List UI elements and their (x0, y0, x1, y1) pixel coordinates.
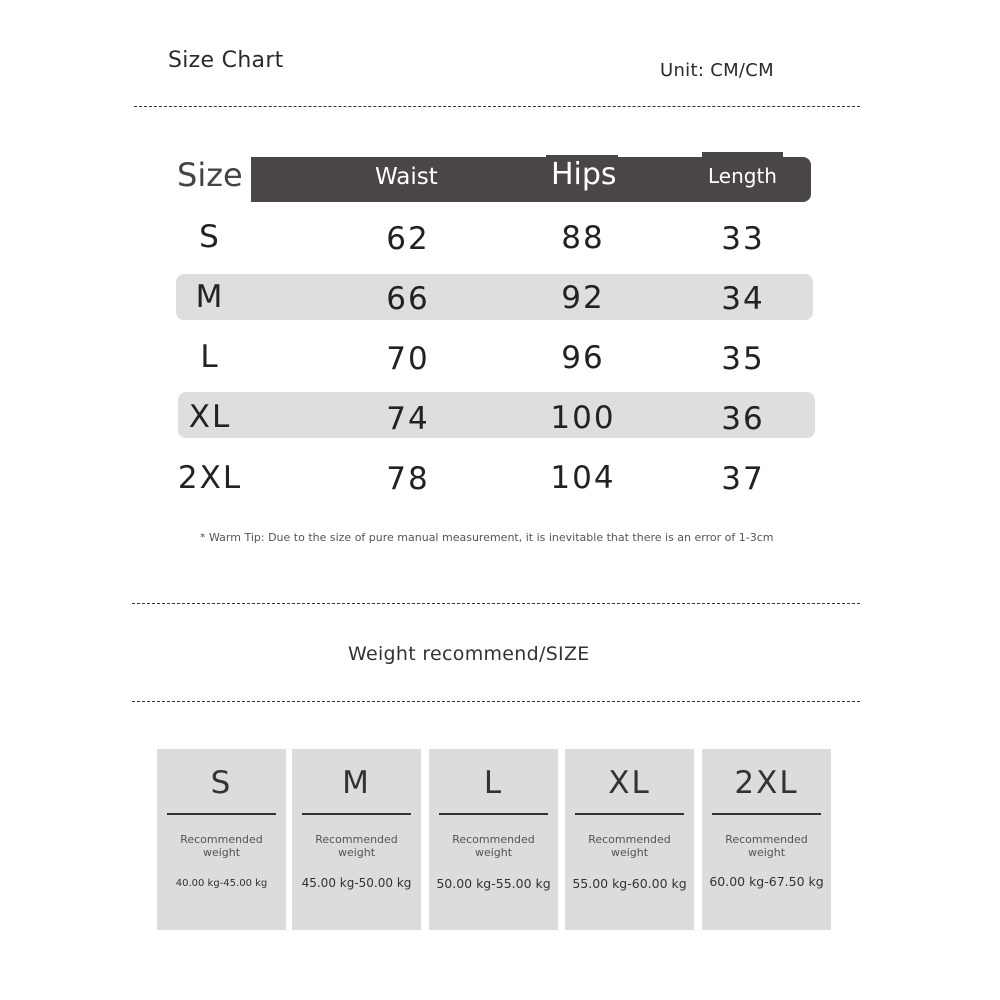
table-cell-waist: 62 (386, 221, 430, 257)
card-size-label: S (210, 765, 233, 801)
page-title: Size Chart (168, 48, 284, 73)
table-cell-hips: 104 (550, 460, 616, 496)
table-cell-waist: 78 (386, 461, 430, 497)
weight-card-m (292, 749, 421, 930)
card-recommended-line2: weight (474, 846, 513, 859)
card-weight-range: 60.00 kg-67.50 kg (709, 874, 824, 889)
table-cell-waist: 70 (386, 341, 430, 377)
header-tab-notch (702, 152, 783, 162)
card-weight-range: 45.00 kg-50.00 kg (301, 876, 412, 890)
divider-lower (132, 701, 860, 702)
column-header-hips: Hips (551, 157, 617, 192)
card-divider (439, 813, 548, 815)
card-divider (302, 813, 411, 815)
card-recommended-line1: Recommended (452, 833, 535, 846)
card-recommended-label (429, 833, 558, 859)
table-cell-size: M (195, 279, 225, 315)
card-size-label: 2XL (734, 765, 799, 801)
table-cell-size: L (200, 339, 220, 375)
card-recommended-label (157, 833, 286, 859)
table-cell-hips: 92 (561, 280, 605, 316)
card-divider (712, 813, 821, 815)
card-recommended-line1: Recommended (725, 833, 808, 846)
card-recommended-line1: Recommended (588, 833, 671, 846)
table-cell-size: XL (188, 399, 232, 435)
card-recommended-line2: weight (202, 846, 241, 859)
weight-section-title: Weight recommend/SIZE (348, 643, 590, 665)
warm-tip-note: * Warm Tip: Due to the size of pure manual measurement, it is inevitable that there is an error of 1-3cm (200, 531, 774, 544)
table-cell-size: 2XL (177, 460, 243, 496)
weight-card-xl (565, 749, 694, 930)
table-cell-length: 36 (721, 401, 765, 437)
card-recommended-line2: weight (747, 846, 786, 859)
table-cell-waist: 66 (386, 281, 430, 317)
table-cell-length: 33 (721, 221, 765, 257)
column-header-waist: Waist (375, 164, 438, 190)
card-divider (575, 813, 684, 815)
card-recommended-label (702, 833, 831, 859)
card-size-label: L (483, 765, 504, 801)
card-recommended-line2: weight (610, 846, 649, 859)
card-weight-range: 50.00 kg-55.00 kg (436, 876, 551, 891)
card-weight-range: 55.00 kg-60.00 kg (572, 876, 687, 891)
card-recommended-label (565, 833, 694, 859)
table-cell-waist: 74 (386, 401, 430, 437)
card-weight-range: 40.00 kg-45.00 kg (175, 878, 268, 889)
column-header-length: Length (708, 164, 777, 188)
table-cell-hips: 96 (561, 340, 605, 376)
table-cell-length: 35 (721, 341, 765, 377)
card-size-label: M (342, 765, 371, 801)
table-cell-hips: 88 (561, 220, 605, 256)
table-cell-length: 37 (721, 461, 765, 497)
card-divider (167, 813, 276, 815)
card-recommended-line2: weight (337, 846, 376, 859)
card-recommended-line1: Recommended (180, 833, 263, 846)
divider-middle (132, 603, 860, 604)
card-recommended-label (292, 833, 421, 859)
card-size-label: XL (608, 765, 651, 801)
table-cell-hips: 100 (550, 400, 616, 436)
card-recommended-line1: Recommended (315, 833, 398, 846)
divider-top (134, 106, 860, 107)
weight-card-s (157, 749, 286, 930)
table-cell-length: 34 (721, 281, 765, 317)
column-header-size: Size (177, 156, 243, 194)
weight-card-2xl (702, 749, 831, 930)
unit-label: Unit: CM/CM (660, 60, 774, 81)
table-cell-size: S (199, 219, 221, 255)
weight-card-l (429, 749, 558, 930)
